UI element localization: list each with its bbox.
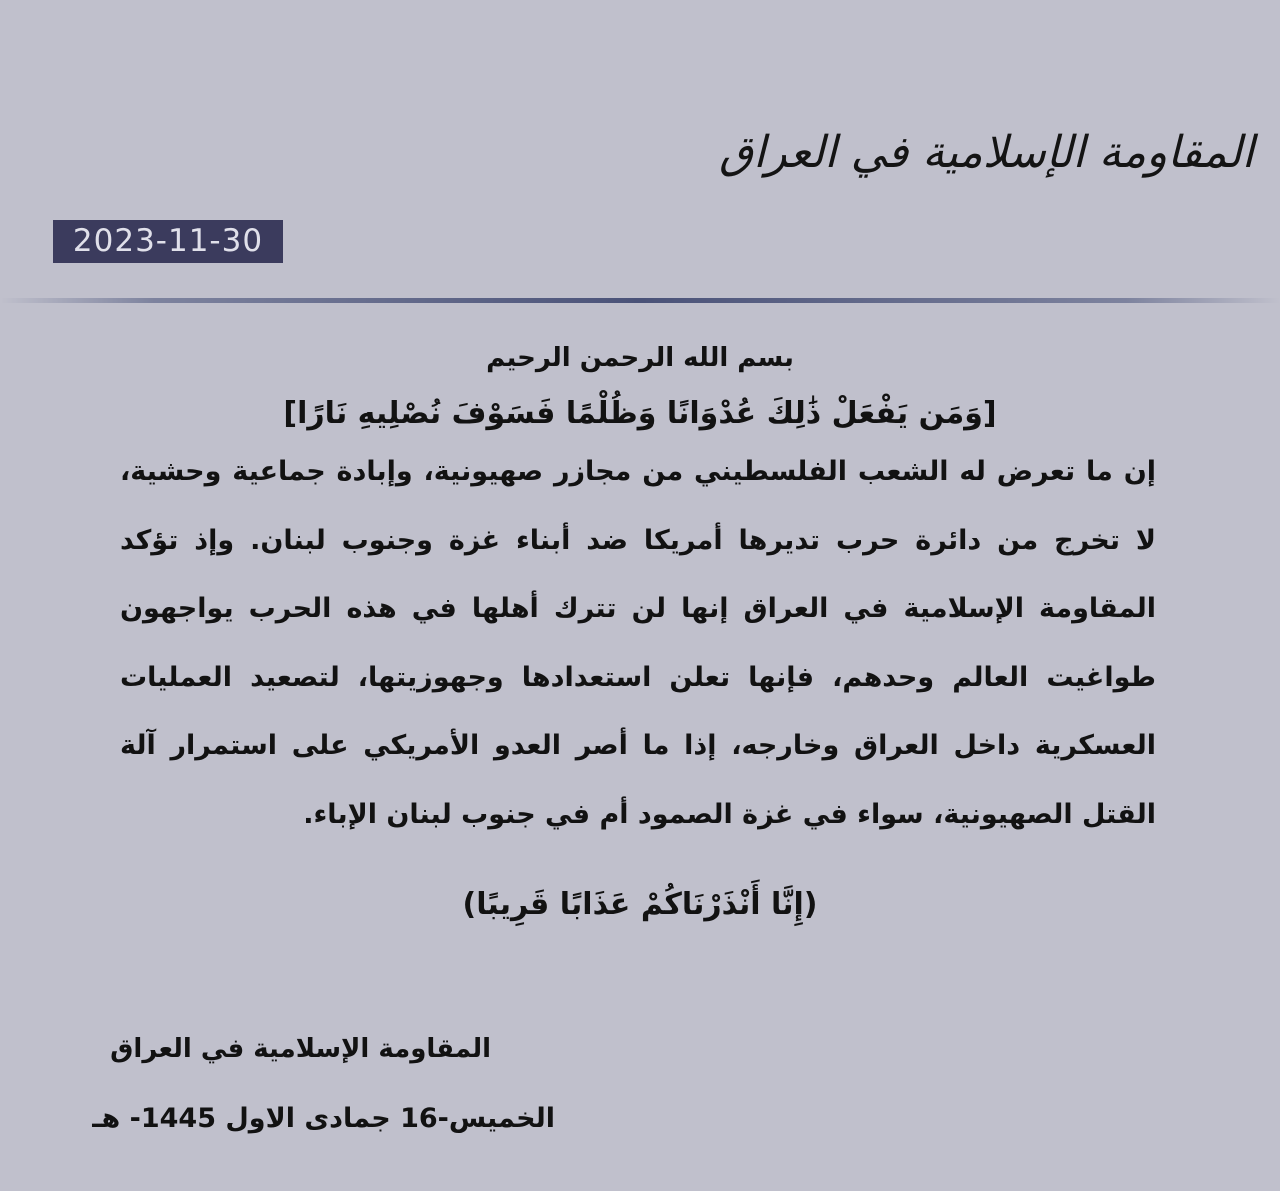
paragraph-line: القتل الصهيونية، سواء في غزة الصمود أم في جنوب لبنان الإباء. [303,798,1156,830]
paragraph-line: المقاومة الإسلامية في العراق إنها لن تترك أهلها في هذه الحرب يواجهون [120,593,1156,624]
basmala: بسم الله الرحمن الرحيم [486,343,794,373]
organization-logo: المقاومة الإسلامية في العراق [719,127,1254,178]
paragraph-line: العسكرية داخل العراق وخارجه، إذا ما أصر العدو الأمريكي على استمرار آلة [120,730,1156,761]
closing-verse: (إِنَّا أَنْذَرْنَاكُمْ عَذَابًا قَرِيبًا) [462,887,818,922]
date-badge: 2023-11-30 [53,220,283,263]
signature-name: المقاومة الإسلامية في العراق [110,1034,491,1064]
opening-verse: [وَمَن يَفْعَلْ ذَٰلِكَ عُدْوَانًا وَظُلْمًا فَسَوْفَ نُصْلِيهِ نَارًا] [283,396,997,431]
statement-body [120,330,1160,935]
signature-block [60,1025,555,1143]
hijri-date: الخميس-16 جمادى الاول 1445- هـ [92,1103,555,1134]
paragraph-line: لا تخرج من دائرة حرب تديرها أمريكا ضد أبناء غزة وجنوب لبنان. وإذ تؤكد [120,524,1156,556]
paragraph-line: طواغيت العالم وحدهم، فإنها تعلن استعدادها وجهوزيتها، لتصعيد العمليات [120,661,1156,693]
statement-paragraph [120,438,1160,849]
header-divider [0,298,1280,303]
paragraph-line: إن ما تعرض له الشعب الفلسطيني من مجازر صهيونية، وإبادة جماعية وحشية، [120,456,1156,487]
